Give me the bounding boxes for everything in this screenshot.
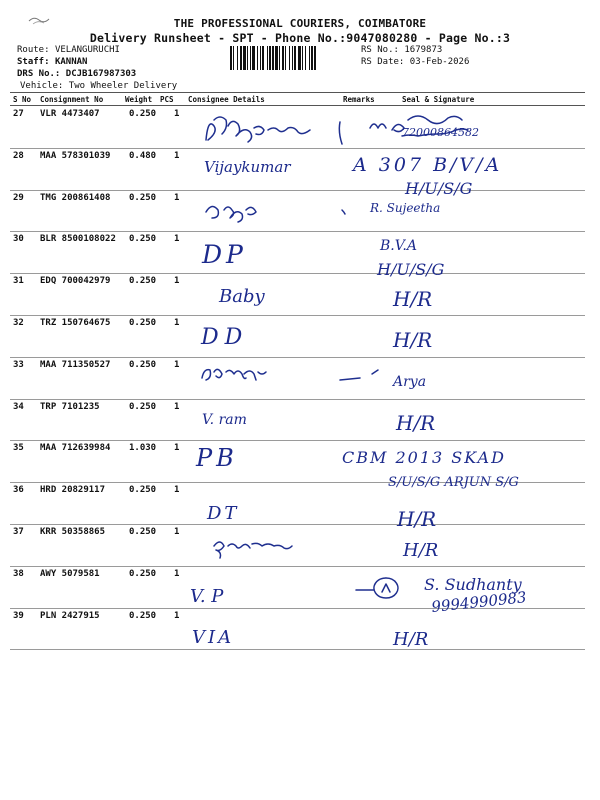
remark-r29-tick	[342, 210, 345, 214]
seal-r35-a: CBM 2013 SKAD	[342, 448, 506, 467]
row-consignment-no: TMG 200861408	[40, 193, 111, 203]
row-consignment-no: EDQ 700042979	[40, 276, 111, 286]
drs-label: DRS No.:	[17, 69, 61, 79]
row-sno: 28	[13, 151, 24, 161]
row-weight: 0.250	[129, 611, 157, 621]
barcode-bar	[243, 46, 246, 70]
col-consignment: Consignment No	[40, 95, 104, 104]
row-consignment-no: MAA 712639984	[40, 443, 111, 453]
drs-value: DCJB167987303	[65, 69, 137, 79]
route-info	[17, 45, 120, 55]
runsheet-title: Delivery Runsheet - SPT - Phone No.:9047080280 - Page No.:3	[89, 31, 511, 45]
consignee-r34: V. ram	[202, 412, 247, 428]
header-bottom-rule	[10, 105, 585, 106]
remark-r33-dash	[340, 370, 378, 380]
barcode-bar	[275, 46, 278, 70]
rs-no-info	[361, 45, 442, 55]
seal-r28-b: H/U/S/G	[405, 179, 473, 198]
consignee-r38: V. P	[190, 586, 224, 607]
barcode-bar	[309, 46, 310, 70]
row-pcs: 1	[174, 318, 180, 328]
route-value: VELANGURUCHI	[54, 45, 120, 55]
row-divider	[10, 608, 585, 609]
seal-r27-digits: 72000864582	[402, 126, 479, 139]
row-sno: 38	[13, 569, 24, 579]
barcode-bar	[311, 46, 313, 70]
row-sno: 36	[13, 485, 24, 495]
row-consignment-no: MAA 711350527	[40, 360, 111, 370]
route-label: Route:	[17, 45, 50, 55]
row-weight: 0.250	[129, 318, 157, 328]
staff-label: Staff:	[17, 57, 50, 67]
row-pcs: 1	[174, 485, 180, 495]
rs-no-value: 1679873	[404, 45, 443, 55]
staff-info	[17, 57, 87, 67]
row-sno: 30	[13, 234, 24, 244]
row-sno: 33	[13, 360, 24, 370]
row-sno: 27	[13, 109, 24, 119]
signature-r27-remark	[339, 122, 342, 144]
seal-r35-b: S/U/S/G ARJUN S/G	[388, 475, 519, 490]
row-divider	[10, 273, 585, 274]
barcode-bar	[285, 46, 286, 70]
signature-r33-name	[202, 369, 266, 380]
seal-r38-b: 9994990983	[430, 588, 528, 616]
row-sno: 34	[13, 402, 24, 412]
row-weight: 0.250	[129, 402, 157, 412]
consignee-r31: Baby	[219, 286, 265, 307]
row-sno: 31	[13, 276, 24, 286]
row-weight: 1.030	[129, 443, 157, 453]
barcode-bar	[252, 46, 255, 70]
signature-r27-name	[206, 117, 310, 142]
col-weight: Weight	[125, 95, 153, 104]
row-consignment-no: PLN 2427915	[40, 611, 100, 621]
barcode-bar	[292, 46, 293, 70]
row-consignment-no: HRD 20829117	[40, 485, 106, 495]
row-pcs: 1	[174, 151, 180, 161]
barcode-bar	[272, 46, 274, 70]
row-weight: 0.250	[129, 569, 157, 579]
consignee-r39: VIA	[192, 627, 235, 648]
row-divider	[10, 357, 585, 358]
signature-r37-name	[214, 542, 292, 558]
barcode	[230, 46, 356, 70]
row-pcs: 1	[174, 569, 180, 579]
barcode-bar	[257, 46, 258, 70]
seal-r29: R. Sujeetha	[370, 201, 441, 215]
barcode-bar	[302, 46, 303, 70]
seal-r36: H/R	[397, 507, 437, 531]
rs-date-info	[361, 57, 469, 67]
barcode-bar	[233, 46, 234, 70]
vehicle-label: Vehicle:	[20, 81, 64, 91]
barcode-bar	[298, 46, 301, 70]
barcode-bar	[230, 46, 232, 70]
row-divider	[10, 231, 585, 232]
seal-r28-a: A 307 B/V/A	[353, 154, 503, 176]
row-pcs: 1	[174, 109, 180, 119]
seal-r30-b: H/U/S/G	[377, 260, 445, 279]
barcode-bar	[240, 46, 242, 70]
row-divider	[10, 148, 585, 149]
barcode-bar	[262, 46, 264, 70]
row-weight: 0.250	[129, 276, 157, 286]
row-divider	[10, 315, 585, 316]
row-weight: 0.250	[129, 234, 157, 244]
row-consignment-no: KRR 50358865	[40, 527, 106, 537]
barcode-bar	[269, 46, 271, 70]
row-consignment-no: MAA 578301039	[40, 151, 111, 161]
row-pcs: 1	[174, 234, 180, 244]
stamp-r38	[356, 578, 398, 598]
row-divider	[10, 190, 585, 191]
row-pcs: 1	[174, 443, 180, 453]
drs-info	[17, 69, 136, 79]
row-divider	[10, 399, 585, 400]
row-pcs: 1	[174, 276, 180, 286]
row-pcs: 1	[174, 193, 180, 203]
row-weight: 0.250	[129, 360, 157, 370]
row-sno: 32	[13, 318, 24, 328]
barcode-bar	[237, 46, 238, 70]
rs-no-label: RS No.:	[361, 45, 399, 55]
row-weight: 0.250	[129, 485, 157, 495]
row-pcs: 1	[174, 402, 180, 412]
consignee-r32: DD	[201, 325, 249, 350]
row-divider	[10, 649, 585, 650]
barcode-bar	[267, 46, 268, 70]
barcode-bar	[289, 46, 290, 70]
row-divider	[10, 566, 585, 567]
seal-r39: H/R	[393, 629, 429, 650]
row-consignment-no: TRP 7101235	[40, 402, 100, 412]
col-consignee: Consignee Details	[188, 95, 265, 104]
barcode-bar	[294, 46, 296, 70]
row-sno: 35	[13, 443, 24, 453]
col-sno: S No	[13, 95, 32, 104]
barcode-bar	[305, 46, 306, 70]
consignee-r35: PB	[196, 444, 238, 472]
seal-r31: H/R	[393, 287, 433, 311]
col-seal-signature: Seal & Signature	[402, 95, 475, 104]
row-weight: 0.250	[129, 109, 157, 119]
barcode-bar	[279, 46, 280, 70]
row-divider	[10, 482, 585, 483]
seal-r38-a: S. Sudhanty	[424, 575, 522, 594]
barcode-bar	[314, 46, 316, 70]
col-pcs: PCS	[160, 95, 174, 104]
company-title: THE PROFESSIONAL COURIERS, COIMBATORE	[173, 17, 427, 30]
row-pcs: 1	[174, 611, 180, 621]
vehicle-info	[20, 81, 177, 91]
rs-date-label: RS Date:	[361, 57, 405, 67]
row-consignment-no: TRZ 150764675	[40, 318, 111, 328]
row-consignment-no: BLR 8500108022	[40, 234, 116, 244]
row-weight: 0.250	[129, 193, 157, 203]
row-weight: 0.480	[129, 151, 157, 161]
row-sno: 39	[13, 611, 24, 621]
rs-date-value: 03-Feb-2026	[409, 57, 470, 67]
seal-r34: H/R	[396, 411, 436, 435]
staff-value: KANNAN	[54, 57, 88, 67]
seal-r32: H/R	[393, 328, 433, 352]
col-remarks: Remarks	[343, 95, 375, 104]
row-consignment-no: VLR 4473407	[40, 109, 100, 119]
seal-r33: Arya	[393, 374, 427, 390]
row-sno: 29	[13, 193, 24, 203]
consignee-r36: DT	[207, 503, 240, 524]
signature-r29-name	[206, 206, 256, 222]
consignee-r30: DP	[202, 240, 247, 269]
barcode-bar	[282, 46, 284, 70]
barcode-bar	[260, 46, 261, 70]
vehicle-value: Two Wheeler Delivery	[68, 81, 178, 91]
header-top-rule	[10, 92, 585, 93]
row-divider	[10, 524, 585, 525]
row-sno: 37	[13, 527, 24, 537]
row-divider	[10, 440, 585, 441]
barcode-bar	[250, 46, 251, 70]
row-consignment-no: AWY 5079581	[40, 569, 100, 579]
row-pcs: 1	[174, 360, 180, 370]
barcode-bar	[247, 46, 248, 70]
row-pcs: 1	[174, 527, 180, 537]
signature-r27-seal	[370, 116, 468, 136]
seal-r30-a: B.V.A	[380, 238, 417, 254]
seal-r37: H/R	[403, 540, 439, 561]
consignee-r28: Vijaykumar	[204, 158, 291, 176]
row-weight: 0.250	[129, 527, 157, 537]
